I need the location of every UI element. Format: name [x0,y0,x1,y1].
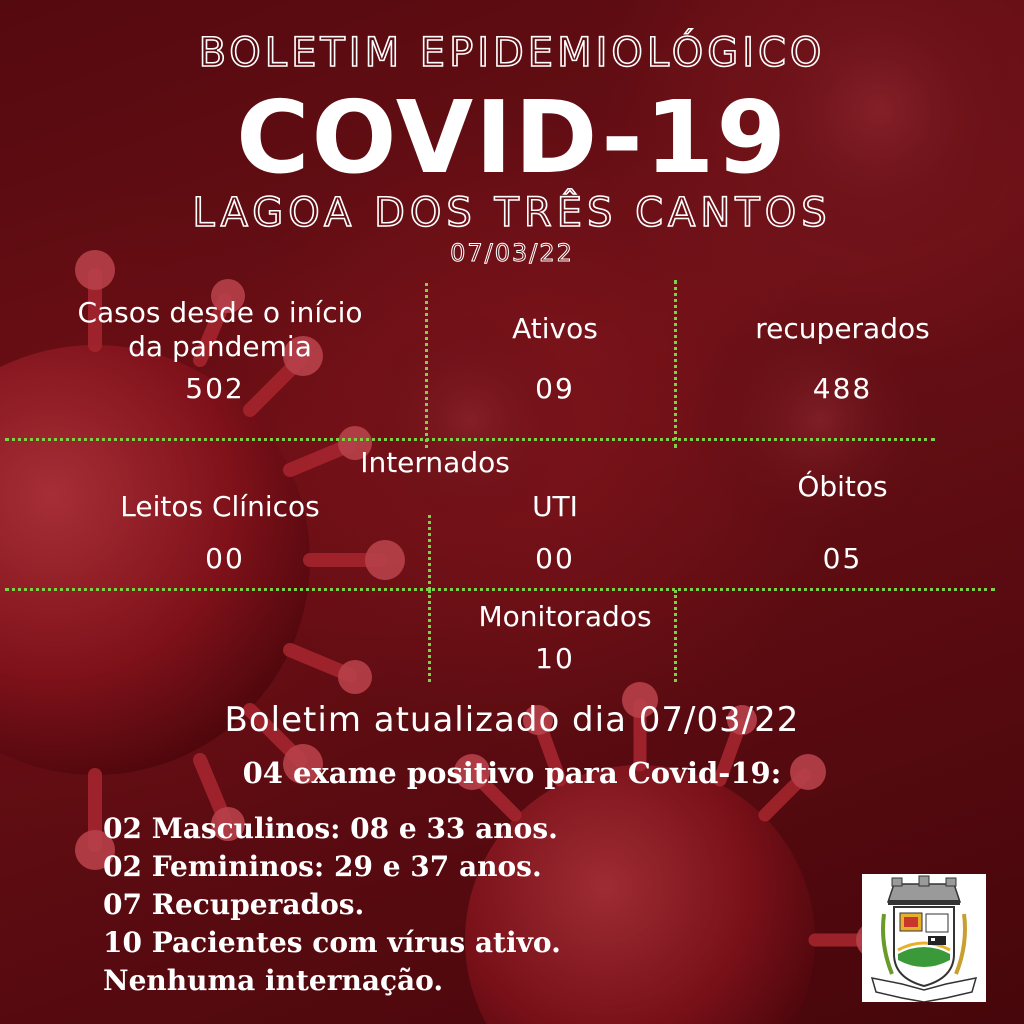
recovered-label: recuperados [755,312,930,345]
detail-line: 02 Femininos: 29 e 37 anos. [103,850,542,883]
deaths-label: Óbitos [797,470,888,503]
cases-value: 502 [185,372,245,405]
hospitalized-label: Internados [360,446,510,479]
covid-title: COVID-19 [236,79,788,196]
grid-divider [674,280,677,448]
bulletin-heading: BOLETIM EPIDEMIOLÓGICO [198,30,826,76]
detail-line: 10 Pacientes com vírus ativo. [103,926,561,959]
bulletin-date: 07/03/22 [450,239,574,267]
coat-of-arms-icon [862,874,986,1002]
detail-line: Nenhuma internação. [103,964,444,997]
cases-label: Casos desde o início da pandemia [77,296,363,363]
grid-divider [425,283,428,448]
active-value: 09 [535,372,575,405]
grid-divider [5,438,935,441]
active-label: Ativos [512,312,598,345]
grid-divider [5,588,995,591]
grid-divider [428,590,431,682]
icu-label: UTI [532,490,578,523]
municipal-crest-logo [862,874,986,1002]
update-details [103,810,561,1000]
clinical-beds-value: 00 [205,542,245,575]
grid-divider [428,515,431,590]
clinical-beds-label: Leitos Clínicos [120,490,320,523]
update-headline: Boletim atualizado dia 07/03/22 [224,700,800,740]
exam-line: 04 exame positivo para Covid-19: [242,756,782,790]
city-name: LAGOA DOS TRÊS CANTOS [192,190,832,236]
deaths-value: 05 [822,542,863,575]
monitored-label: Monitorados [478,600,652,633]
recovered-value: 488 [812,372,873,405]
detail-line: 02 Masculinos: 08 e 33 anos. [103,812,558,845]
detail-line: 07 Recuperados. [103,888,365,921]
monitored-value: 10 [535,642,575,675]
icu-value: 00 [535,542,575,575]
